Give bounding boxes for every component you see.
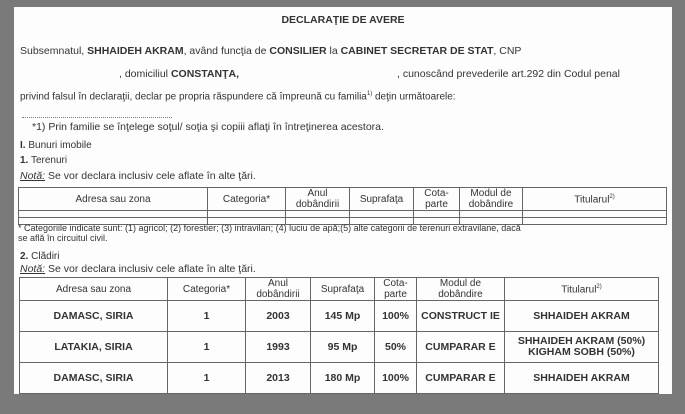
cell: 180 Mp <box>311 363 375 394</box>
header-cell: Cota-parte <box>375 278 417 301</box>
table-row <box>19 211 667 218</box>
subsection-cladiri <box>20 251 59 262</box>
label: Clădiri <box>28 251 60 262</box>
cell: 1 <box>168 363 246 394</box>
cell: 50% <box>375 332 417 363</box>
superscript: 1) <box>366 91 373 97</box>
header-cell: Adresa sau zona <box>19 188 208 211</box>
header-cell: Suprafaţa <box>350 188 414 211</box>
cell: DAMASC, SIRIA <box>20 363 168 394</box>
header-cell <box>505 278 659 301</box>
table-row <box>20 332 659 363</box>
header-cell: Anul dobândirii <box>246 278 311 301</box>
cell: 100% <box>375 301 417 332</box>
cell: 1993 <box>246 332 311 363</box>
cell: 2003 <box>246 301 311 332</box>
header-cell: Categoria* <box>168 278 246 301</box>
intro-line-3 <box>20 91 456 102</box>
text: , domiciliul <box>119 68 171 80</box>
superscript: 2) <box>609 194 615 201</box>
header-cell: Suprafaţa <box>311 278 375 301</box>
nota-label: Notă: <box>20 170 46 182</box>
header-cell: Cota-parte <box>414 188 460 211</box>
header-cell <box>523 188 667 211</box>
nota-cladiri <box>20 263 256 275</box>
nota-terenuri <box>20 170 256 182</box>
table-header <box>19 188 667 211</box>
document-title: DECLARAŢIE DE AVERE <box>281 14 405 26</box>
intro-line-2a <box>119 68 239 80</box>
cell: CONSTRUCT IE <box>417 301 505 332</box>
cell: 100% <box>375 363 417 394</box>
nota-label: Notă: <box>20 263 46 275</box>
cell: 1 <box>168 332 246 363</box>
divider <box>22 117 172 118</box>
text: , având funcţia de <box>183 45 270 57</box>
num: I. <box>20 140 26 151</box>
domicile: CONSTANŢA, <box>170 68 239 80</box>
function: CONSILIER <box>269 45 327 57</box>
text: , CNP <box>493 45 522 57</box>
cell: SHHAIDEH AKRAM <box>505 363 659 394</box>
text: Subsemnatul, <box>20 45 88 57</box>
nota-text: Se vor declara inclusiv cele aflate în alte ţări. <box>45 170 256 182</box>
cell: 2013 <box>246 363 311 394</box>
header-cell: Modul de dobândire <box>417 278 505 301</box>
cell: LATAKIA, SIRIA <box>20 332 168 363</box>
num: 1. <box>20 155 29 166</box>
cell: CUMPARAR E <box>417 363 505 394</box>
footnote-categories-2: se află în circuitul civil. <box>18 233 108 243</box>
table-row <box>20 301 659 332</box>
header-cell: Anul dobândirii <box>286 188 350 211</box>
intro-line-1 <box>20 45 521 57</box>
cladiri-table <box>19 277 659 394</box>
cell: 145 Mp <box>311 301 375 332</box>
cell: SHHAIDEH AKRAM <box>505 301 659 332</box>
text: deţin următoarele: <box>372 91 456 103</box>
subsection-terenuri <box>20 155 67 166</box>
header-cell: Categoria* <box>208 188 286 211</box>
cell: SHHAIDEH AKRAM (50%) KIGHAM SOBH (50%) <box>505 332 659 363</box>
nota-text: Se vor declara inclusiv cele aflate în alte ţări. <box>45 263 256 275</box>
footnote-categories: * Categoriile indicate sunt: (1) agricol; (2) forestier; (3) intravilan; (4) luciu de apă;(5) alte categorii de terenuri extravilane, dacă <box>18 223 521 233</box>
cell: DAMASC, SIRIA <box>20 301 168 332</box>
cell: CUMPARAR E <box>417 332 505 363</box>
cell: 1 <box>168 301 246 332</box>
table-header <box>20 278 659 301</box>
label: Terenuri <box>28 155 68 166</box>
cell: 95 Mp <box>311 332 375 363</box>
text: privind falsul în declaraţii, declar pe propria răspundere că împreună cu familia <box>20 91 367 103</box>
section-heading <box>20 140 92 151</box>
superscript: 2) <box>596 284 602 291</box>
declarant-name: SHHAIDEH AKRAM <box>87 45 184 57</box>
header-cell: Modul de dobândire <box>460 188 523 211</box>
label: Bunuri imobile <box>25 140 92 151</box>
header-cell: Adresa sau zona <box>20 278 168 301</box>
intro-line-2b: , cunoscând prevederile art.292 din Codul penal <box>397 68 620 80</box>
footnote-family: *1) Prin familie se înţelege soţul/ soţia şi copiii aflaţi în întreţinerea acestora. <box>32 121 384 133</box>
text: la <box>326 45 341 57</box>
institution: CABINET SECRETAR DE STAT <box>340 45 494 57</box>
table-row <box>20 363 659 394</box>
text: Titularul <box>574 194 610 206</box>
num: 2. <box>20 251 29 262</box>
text: Titularul <box>561 284 597 296</box>
document-page <box>14 7 672 394</box>
terenuri-table <box>18 187 667 225</box>
